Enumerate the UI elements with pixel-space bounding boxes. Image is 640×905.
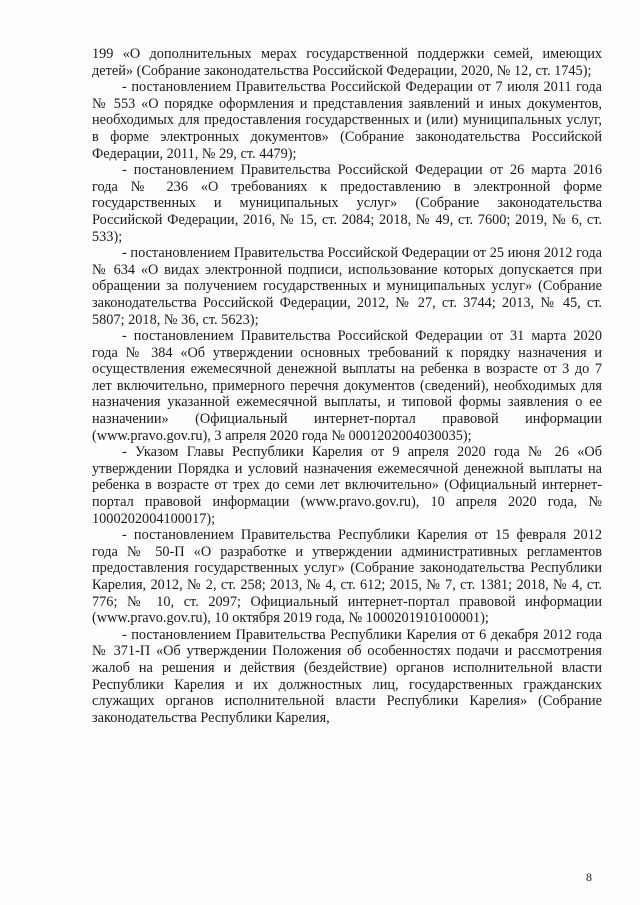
paragraph-decree-50p: - постановлением Правительства Республики Карелия от 15 февраля 2012 года № 50-П «О разработке и утверждении административных регламентов предоставления государственных услуг» (Собрание законодательства Республики Карелия, 2012, № 2, ст. 258; 2013, № 4, ст. 612; 2015, № 7, ст. 1381; 2018, № 4, ст. 776; № 10, ст. 2097; Официальный интернет-портал правовой информации (www.pravo.gov.ru), 10 октября 2019 года, № 1000201910100001); [92, 527, 602, 627]
paragraph-decree-236: - постановлением Правительства Российской Федерации от 26 марта 2016 года № 236 «О требованиях к предоставлению в электронной форме государственных и муниципальных услуг» (Собрание законодательства Российской Федерации, 2016, № 15, ст. 2084; 2018, № 49, ст. 7600; 2019, № 6, ст. 533); [92, 162, 602, 245]
document-body [92, 46, 602, 726]
page-number: 8 [586, 870, 592, 884]
paragraph-decree-553: - постановлением Правительства Российской Федерации от 7 июля 2011 года № 553 «О порядке оформления и представления заявлений и иных документов, необходимых для предоставления государственных и (или) муниципальных услуг, в форме электронных документов» (Собрание законодательства Российской Федерации, 2011, № 29, ст. 4479); [92, 79, 602, 162]
paragraph-decree-634: - постановлением Правительства Российской Федерации от 25 июня 2012 года № 634 «О видах электронной подписи, использование которых допускается при обращении за получением государственных и муниципальных услуг» (Собрание законодательства Российской Федерации, 2012, № 27, ст. 3744; 2013, № 45, ст. 5807; 2018, № 36, ст. 5623); [92, 245, 602, 328]
paragraph-order-26: - Указом Главы Республики Карелия от 9 апреля 2020 года № 26 «Об утверждении Порядка и условий назначения ежемесячной денежной выплаты на ребенка в возрасте от трех до семи лет включительно» (Официальный интернет-портал правовой информации (www.pravo.gov.ru), 10 апреля 2020 года, № 1000202004100017); [92, 444, 602, 527]
paragraph-continuation: 199 «О дополнительных мерах государственной поддержки семей, имеющих детей» (Собрание законодательства Российской Федерации, 2020, № 12, ст. 1745); [92, 46, 602, 79]
paragraph-decree-384: - постановлением Правительства Российской Федерации от 31 марта 2020 года № 384 «Об утверждении основных требований к порядку назначения и осуществления ежемесячной денежной выплаты на ребенка в возрасте от 3 до 7 лет включительно, примерного перечня документов (сведений), необходимых для назначения указанной ежемесячной выплаты, и типовой формы заявления о ее назначении» (Официальный интернет-портал правовой информации (www.pravo.gov.ru), 3 апреля 2020 года № 0001202004030035); [92, 328, 602, 444]
paragraph-decree-371p: - постановлением Правительства Республики Карелия от 6 декабря 2012 года № 371-П «Об утверждении Положения об особенностях подачи и рассмотрения жалоб на решения и действия (бездействие) органов исполнительной власти Республики Карелия и их должностных лиц, государственных гражданских служащих органов исполнительной власти Республики Карелия» (Собрание законодательства Республики Карелия, [92, 626, 602, 726]
